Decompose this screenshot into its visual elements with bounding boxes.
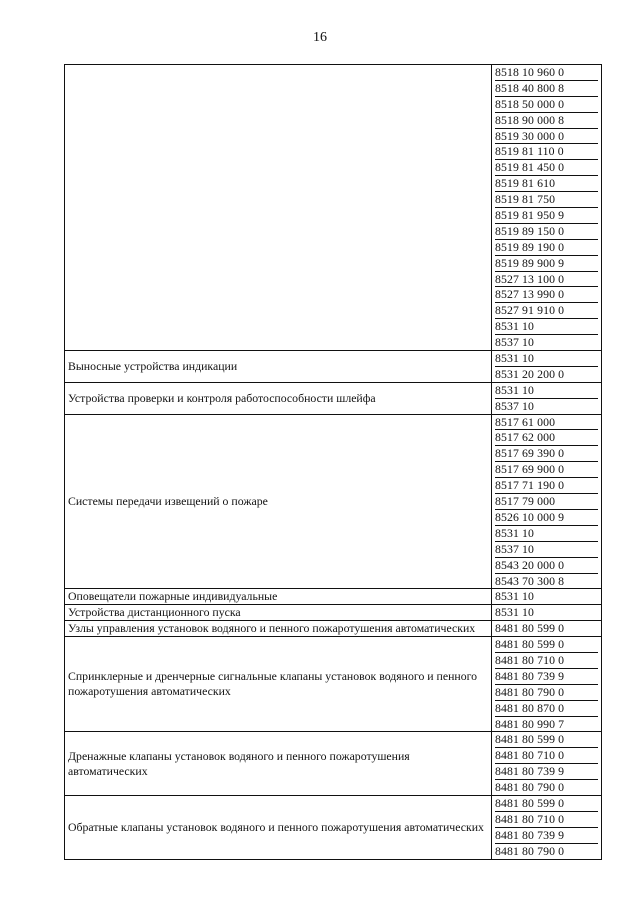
- tn-ved-code-cell: [492, 796, 602, 860]
- tn-ved-code: 8481 80 710 0: [495, 747, 598, 763]
- tn-ved-code: 8518 50 000 0: [495, 96, 598, 112]
- tn-ved-code: 8481 80 870 0: [495, 700, 598, 716]
- tn-ved-code-cell: [492, 589, 602, 605]
- tn-ved-code: 8537 10: [495, 334, 598, 350]
- tn-ved-code: 8537 10: [495, 541, 598, 557]
- tn-ved-code: 8481 80 790 0: [495, 684, 598, 700]
- page-number: 16: [313, 30, 327, 45]
- tn-ved-code: 8531 10: [495, 589, 535, 604]
- tn-ved-code-cell: [492, 637, 602, 732]
- product-name: Устройства дистанционного пуска: [68, 605, 241, 620]
- product-name-cell: [65, 637, 492, 732]
- tn-ved-code: 8531 10: [495, 318, 598, 334]
- product-name-cell: [65, 351, 492, 383]
- tn-ved-code: 8531 10: [495, 605, 535, 620]
- product-name-cell: [65, 621, 492, 637]
- tn-ved-code: 8519 81 610: [495, 175, 598, 191]
- tn-ved-code-cell: [492, 351, 602, 383]
- table-row: [65, 732, 602, 796]
- tn-ved-code: 8527 91 910 0: [495, 302, 598, 318]
- table-body: [65, 65, 602, 860]
- tn-ved-code: 8481 80 790 0: [495, 779, 598, 795]
- table-row: [65, 796, 602, 860]
- tn-ved-code-cell: [492, 732, 602, 796]
- tn-ved-code: 8518 10 960 0: [495, 65, 565, 79]
- product-name-cell: [65, 382, 492, 414]
- product-code-table: [64, 64, 602, 860]
- tn-ved-code: 8481 80 990 7: [495, 716, 598, 732]
- table-row: [65, 382, 602, 414]
- tn-ved-code: 8519 89 150 0: [495, 223, 598, 239]
- tn-ved-code: 8481 80 739 9: [495, 668, 598, 684]
- tn-ved-code-cell: [492, 65, 602, 351]
- tn-ved-code: 8519 89 900 9: [495, 255, 598, 271]
- tn-ved-code: 8527 13 100 0: [495, 271, 598, 287]
- table-row: [65, 637, 602, 732]
- tn-ved-code: 8519 81 950 9: [495, 207, 598, 223]
- tn-ved-code: 8481 80 710 0: [495, 652, 598, 668]
- table-row: [65, 621, 602, 637]
- tn-ved-code: 8531 10: [495, 351, 535, 366]
- tn-ved-code: 8531 10: [495, 382, 535, 397]
- tn-ved-code-cell: [492, 382, 602, 414]
- tn-ved-code: 8517 62 000: [495, 429, 598, 445]
- product-name-cell: [65, 796, 492, 860]
- tn-ved-code: 8519 81 110 0: [495, 143, 598, 159]
- product-name: Оповещатели пожарные индивидуальные: [68, 589, 278, 604]
- product-name-cell: [65, 65, 492, 351]
- product-name: Устройства проверки и контроля работоспособности шлейфа: [68, 390, 376, 405]
- tn-ved-code: 8518 40 800 8: [495, 80, 598, 96]
- tn-ved-code: 8517 79 000: [495, 493, 598, 509]
- product-name: Спринклерные и дренчерные сигнальные клапаны установок водяного и пенного пожаротушения автоматических: [68, 669, 478, 699]
- table-row: [65, 414, 602, 589]
- product-name: Выносные устройства индикации: [68, 358, 238, 373]
- product-name: Обратные клапаны установок водяного и пенного пожаротушения автоматических: [68, 819, 484, 834]
- table-row: [65, 605, 602, 621]
- product-name-cell: [65, 589, 492, 605]
- product-name-cell: [65, 605, 492, 621]
- tn-ved-code: 8519 30 000 0: [495, 128, 598, 144]
- product-name-cell: [65, 414, 492, 589]
- tn-ved-code: 8517 61 000: [495, 414, 556, 429]
- tn-ved-code: 8543 20 000 0: [495, 557, 598, 573]
- tn-ved-code: 8481 80 739 9: [495, 827, 598, 843]
- table-row: [65, 65, 602, 351]
- product-name: Системы передачи извещений о пожаре: [68, 494, 268, 509]
- tn-ved-code: 8517 69 900 0: [495, 461, 598, 477]
- tn-ved-code-cell: [492, 605, 602, 621]
- tn-ved-code: 8481 80 710 0: [495, 811, 598, 827]
- tn-ved-code: 8526 10 000 9: [495, 509, 598, 525]
- tn-ved-code: 8543 70 300 8: [495, 573, 598, 589]
- tn-ved-code: 8531 10: [495, 525, 598, 541]
- product-name: Дренажные клапаны установок водяного и пенного пожаротушения автоматических: [68, 748, 410, 778]
- tn-ved-code-cell: [492, 414, 602, 589]
- product-name-cell: [65, 732, 492, 796]
- tn-ved-code: 8527 13 990 0: [495, 286, 598, 302]
- tn-ved-code: 8481 80 739 9: [495, 763, 598, 779]
- tn-ved-code-cell: [492, 621, 602, 637]
- tn-ved-code: 8517 71 190 0: [495, 477, 598, 493]
- tn-ved-code: 8481 80 599 0: [495, 796, 565, 811]
- tn-ved-code: 8481 80 599 0: [495, 621, 565, 636]
- tn-ved-code: 8517 69 390 0: [495, 445, 598, 461]
- tn-ved-code: 8481 80 790 0: [495, 843, 598, 859]
- tn-ved-code: 8481 80 599 0: [495, 732, 565, 747]
- tn-ved-code: 8519 81 750: [495, 191, 598, 207]
- table-row: [65, 589, 602, 605]
- tn-ved-code: 8518 90 000 8: [495, 112, 598, 128]
- tn-ved-code: 8519 81 450 0: [495, 159, 598, 175]
- tn-ved-code: 8537 10: [495, 398, 598, 414]
- product-name: Узлы управления установок водяного и пенного пожаротушения автоматических: [68, 621, 476, 636]
- tn-ved-code: 8481 80 599 0: [495, 637, 565, 652]
- tn-ved-code: 8519 89 190 0: [495, 239, 598, 255]
- table-row: [65, 351, 602, 383]
- tn-ved-code: 8531 20 200 0: [495, 366, 598, 382]
